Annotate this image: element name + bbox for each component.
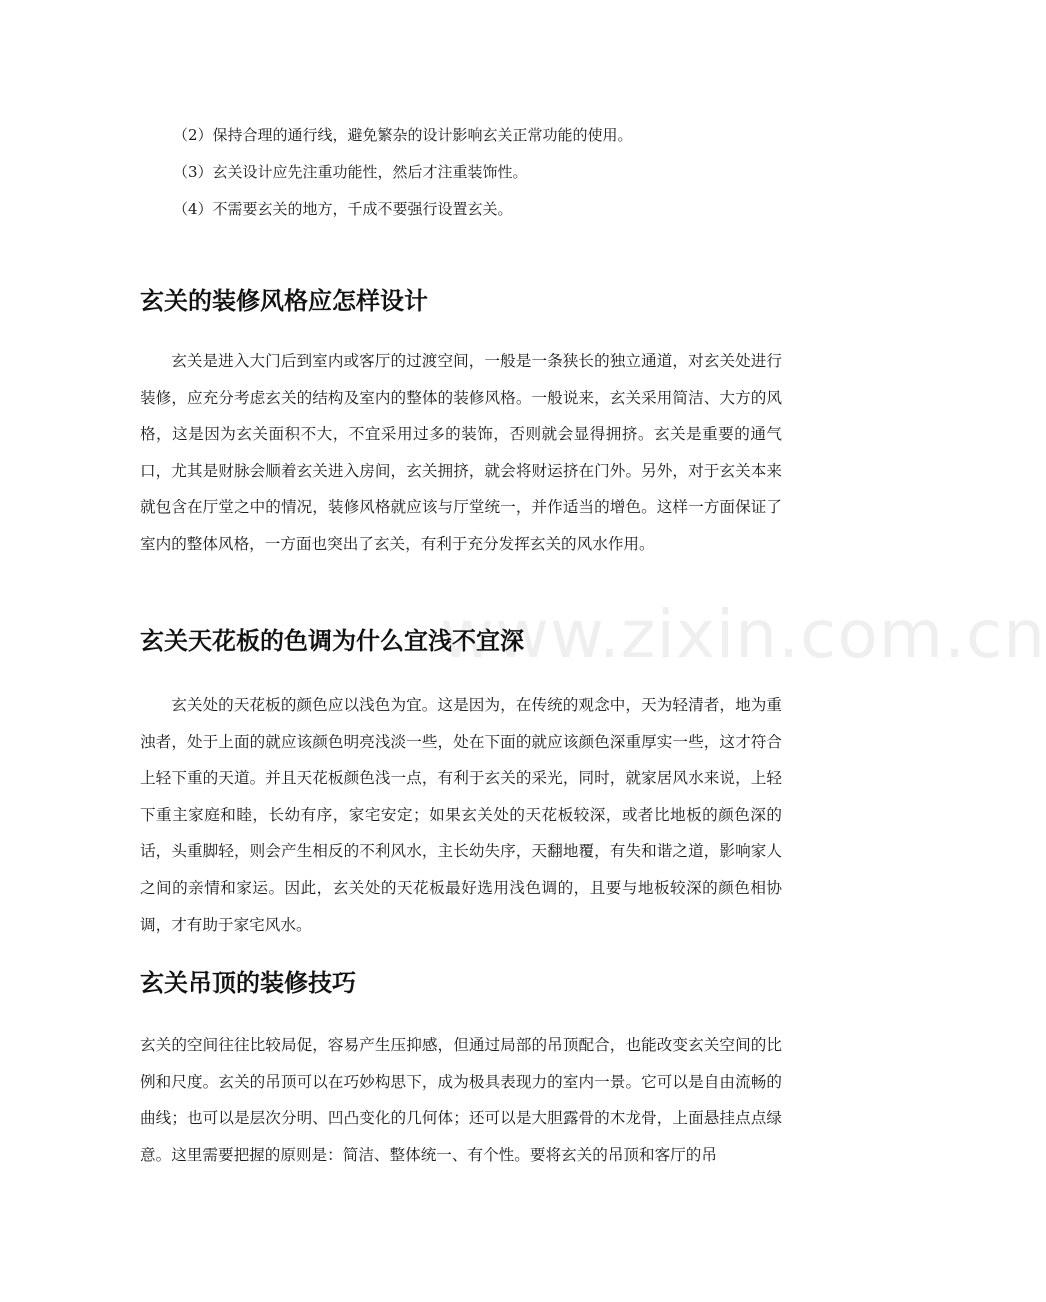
section-heading: 玄关的装修风格应怎样设计 (140, 287, 428, 315)
section-paragraph: 玄关是进入大门后到室内或客厅的过渡空间，一般是一条狭长的独立通道，对玄关处进行装修，应充分考虑玄关的结构及室内的整体的装修风格。一般说来，玄关采用简洁、大方的风格，这是因为玄关面积不大，不宜采用过多的装饰，否则就会显得拥挤。玄关是重要的通气口，尤其是财脉会顺着玄关进入房间，玄关拥挤，就会将财运挤在门外。另外，对于玄关本来就包含在厅堂之中的情况，装修风格就应该与厅堂统一，并作适当的增色。这样一方面保证了室内的整体风格，一方面也突出了玄关，有利于充分发挥玄关的风水作用。 (140, 352, 782, 553)
list-item: （3）玄关设计应先注重功能性，然后才注重装饰性。 (173, 163, 528, 181)
watermark: www.zixin.com.cn (440, 596, 1046, 673)
list-item: （4）不需要玄关的地方，千成不要强行设置玄关。 (173, 200, 513, 218)
numbered-list (173, 117, 793, 228)
section-paragraph: 玄关的空间往往比较局促，容易产生压抑感，但通过局部的吊顶配合，也能改变玄关空间的比例和尺度。玄关的吊顶可以在巧妙构思下，成为极具表现力的室内一景。它可以是自由流畅的曲线；也可以是层次分明、凹凸变化的几何体；还可以是大胆露骨的木龙骨，上面悬挂点点绿意。这里需要把握的原则是：简洁、整体统一、有个性。要将玄关的吊顶和客厅的吊 (140, 1036, 782, 1164)
section-heading: 玄关吊顶的装修技巧 (140, 969, 356, 997)
section-paragraph: 玄关处的天花板的颜色应以浅色为宜。这是因为，在传统的观念中，天为轻清者，地为重浊者，处于上面的就应该颜色明亮浅淡一些，处在下面的就应该颜色深重厚实一些，这才符合上轻下重的天道。并且天花板颜色浅一点，有利于玄关的采光，同时，就家居风水来说，上轻下重主家庭和睦，长幼有序，家宅安定；如果玄关处的天花板较深，或者比地板的颜色深的话，头重脚轻，则会产生相反的不利风水，主长幼失序，天翻地覆，有失和谐之道，影响家人之间的亲情和家运。因此，玄关处的天花板最好选用浅色调的，且要与地板较深的颜色相协调，才有助于家宅风水。 (140, 696, 782, 934)
list-item: （2）保持合理的通行线，避免繁杂的设计影响玄关正常功能的使用。 (173, 126, 633, 144)
section-heading: 玄关天花板的色调为什么宜浅不宜深 (140, 627, 524, 655)
